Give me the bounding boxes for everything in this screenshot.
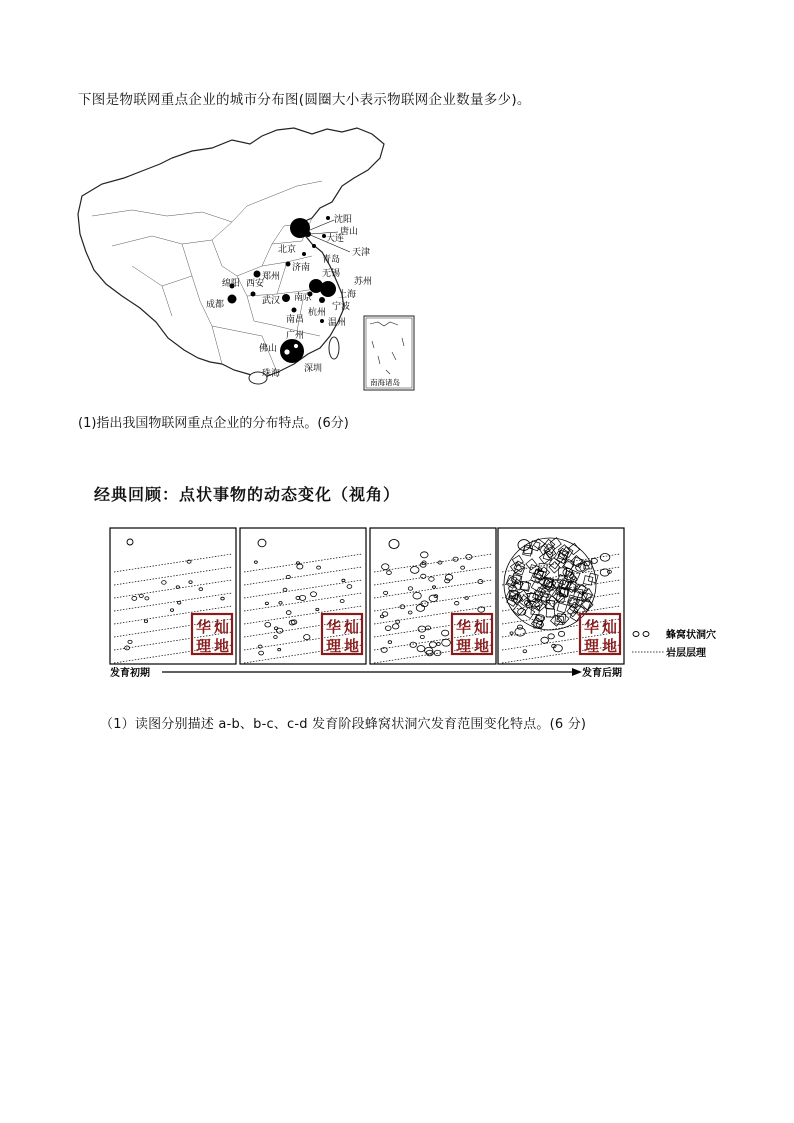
svg-text:华: 华 [584, 618, 600, 636]
legend [632, 628, 716, 659]
city-label: 佛山 [259, 344, 278, 354]
svg-text:灿: 灿 [344, 618, 360, 636]
city-label: 宁波 [332, 302, 351, 312]
svg-text:理: 理 [326, 637, 342, 655]
city-label: 苏州 [354, 277, 373, 287]
section-title: 经典回顾：点状事物的动态变化（视角） [94, 485, 401, 504]
city-label: 西安 [246, 279, 265, 289]
city-label: 绵阳 [222, 279, 241, 289]
svg-text:地: 地 [474, 637, 490, 655]
city-label: 上海 [338, 290, 357, 300]
svg-text:地: 地 [214, 637, 230, 655]
stage-panel [110, 528, 236, 664]
svg-text:灿: 灿 [214, 618, 230, 636]
stage-panel [370, 528, 496, 664]
question-2: （1）读图分别描述 a-b、b-c、c-d 发育阶段蜂窝状洞穴发育范围变化特点。(6 分) [100, 717, 587, 732]
city-label: 青岛 [322, 255, 341, 265]
svg-text:华: 华 [456, 618, 472, 636]
legend-strata-label: 岩层层理 [666, 648, 706, 659]
taiwan-island [329, 337, 339, 359]
city-label: 南昌 [286, 315, 305, 325]
city-label: 沈阳 [334, 215, 353, 225]
city-label: 大连 [326, 234, 345, 244]
city-label: 武汉 [262, 296, 281, 306]
city-label: 成都 [206, 300, 225, 310]
svg-text:地: 地 [344, 637, 360, 655]
intro-text: 下图是物联网重点企业的城市分布图(圆圈大小表示物联网企业数量多少)。 [78, 92, 531, 108]
stage-panel [498, 528, 624, 664]
city-label: 广州 [286, 331, 305, 341]
svg-text:华: 华 [326, 618, 342, 636]
city-label: 无锡 [322, 269, 341, 279]
inset-label: 南海诸岛 [370, 378, 400, 387]
city-label: 深圳 [304, 364, 323, 374]
city-label: 杭州 [308, 308, 327, 318]
city-label: 济南 [292, 263, 311, 273]
legend-caves-label: 蜂窝状洞穴 [666, 630, 716, 641]
svg-text:理: 理 [584, 637, 600, 655]
svg-text:理: 理 [456, 637, 472, 655]
city-label: 唐山 [340, 227, 359, 237]
honeycomb-cave-diagram [100, 524, 760, 684]
svg-text:地: 地 [602, 637, 618, 655]
city-label: 南京 [294, 293, 313, 303]
city-label: 天津 [352, 248, 371, 258]
legend-cave-icon [633, 632, 639, 637]
svg-text:华: 华 [196, 618, 212, 636]
stage-panel [240, 528, 366, 664]
city-label: 温州 [328, 318, 347, 328]
svg-text:理: 理 [196, 637, 212, 655]
question-1: (1)指出我国物联网重点企业的分布特点。(6分) [78, 416, 349, 431]
svg-text:灿: 灿 [602, 618, 618, 636]
svg-text:灿: 灿 [474, 618, 490, 636]
city-label: 北京 [278, 245, 297, 255]
timeline-start: 发育初期 [110, 668, 150, 679]
china-iot-map [72, 126, 420, 396]
timeline-end: 发育后期 [582, 668, 622, 679]
city-label: 郑州 [262, 272, 281, 282]
city-label: 珠海 [262, 369, 281, 379]
